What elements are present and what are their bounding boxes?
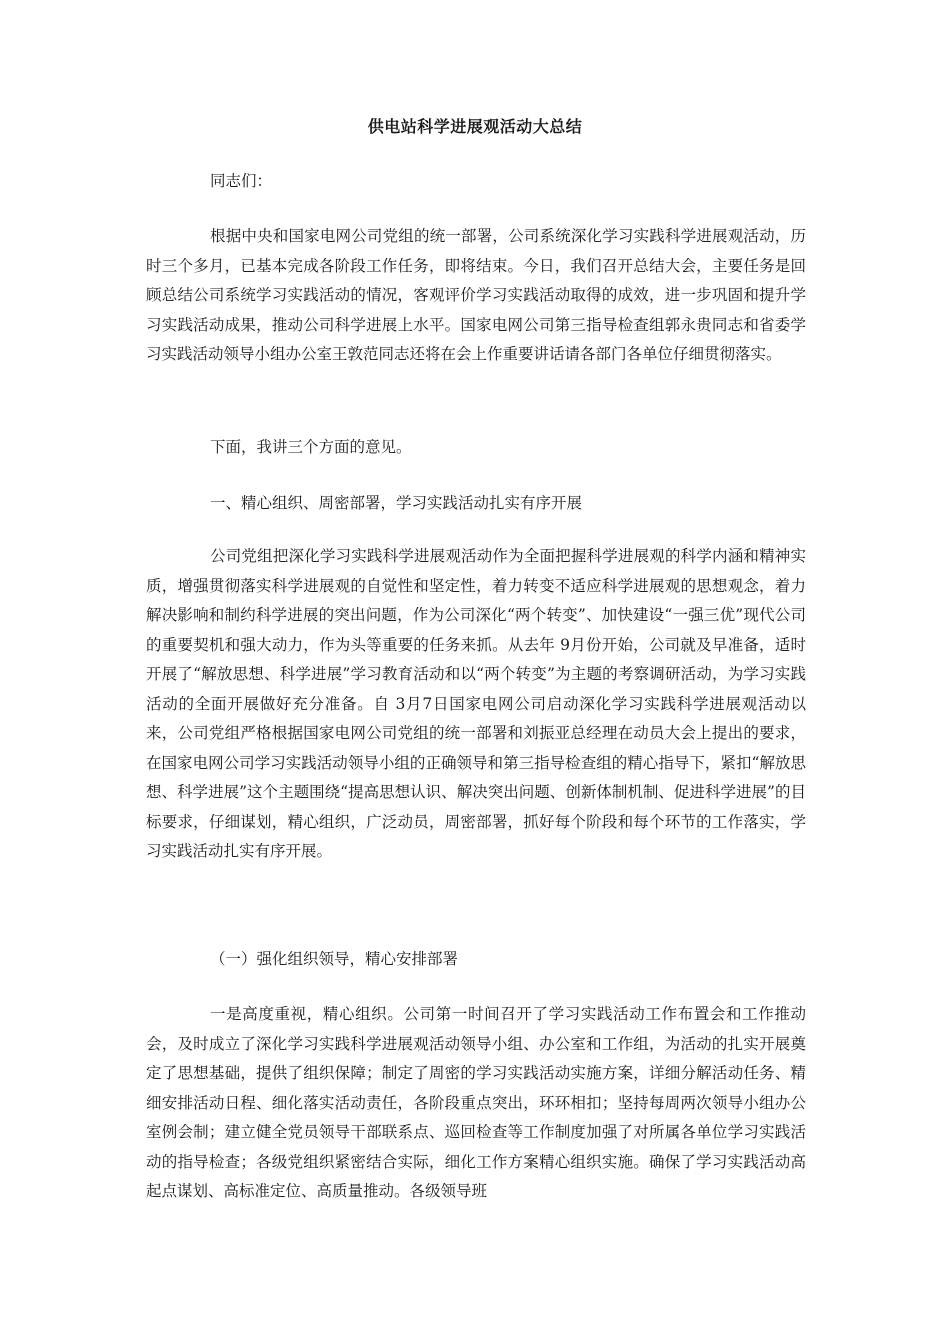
paragraph-section-1: 公司党组把深化学习实践科学进展观活动作为全面把握科学进展观的科学内涵和精神实质，增强贯彻落实科学进展观的自觉性和坚定性，着力转变不适应科学进展观的思想观念，着力解决影响和制约科学进展的突出问题，作为公司深化“两个转变”、加快建设“一强三优”现代公司的重要契机和强大动力，作为头等重要的任务来抓。从去年 9月份开始，公司就及早准备，适时开展了“解放思想、科学进展”学习教育活动和以“两个转变”为主题的考察调研活动，为学习实践活动的全面开展做好充分准备。自 3月7日国家电网公司启动深化学习实践科学进展观活动以来，公司党组严格根据国家电网公司党组的统一部署和刘振亚总经理在动员大会上提出的要求，在国家电网公司学习实践活动领导小组的正确领导和第三指导检查组的精心指导下，紧扣“解放思想、科学进展”这个主题围绕“提高思想认识、解决突出问题、创新体制机制、促进科学进展”的目标要求，仔细谋划，精心组织，广泛动员，周密部署，抓好每个阶段和每个环节的工作落实，学习实践活动扎实有序开展。 xyxy=(146,547,806,860)
paragraph-intro: 根据中央和国家电网公司党组的统一部署，公司系统深化学习实践科学进展观活动，历时三个多月，已基本完成各阶段工作任务，即将结束。今日，我们召开总结大会，主要任务是回顾总结公司系统学习实践活动的情况，客观评价学习实践活动取得的成效，进一步巩固和提升学习实践活动成果，推动公司科学进展上水平。国家电网公司第三指导检查组郭永贵同志和省委学习实践活动领导小组办公室王敦范同志还将在会上作重要讲话请各部门各单位仔细贯彻落实。 xyxy=(146,227,806,363)
subsection-heading-1: （一）强化组织领导，精心安排部署 xyxy=(210,950,459,968)
greeting: 同志们： xyxy=(210,172,273,190)
section-heading-1: 一、精心组织、周密部署，学习实践活动扎实有序开展 xyxy=(210,494,583,512)
document-title: 供电站科学进展观活动大总结 xyxy=(367,117,583,136)
paragraph-outline: 下面，我讲三个方面的意见。 xyxy=(210,438,412,456)
paragraph-subsection-1: 一是高度重视，精心组织。公司第一时间召开了学习实践活动工作布置会和工作推动会，及时成立了深化学习实践科学进展观活动领导小组、办公室和工作组，为活动的扎实开展奠定了思想基础，提供了组织保障；制定了周密的学习实践活动实施方案，详细分解活动任务、精细安排活动日程、细化落实活动责任，各阶段重点突出，环环相扣；坚持每周两次领导小组办公室例会制；建立健全党员领导干部联系点、巡回检查等工作制度加强了对所属各单位学习实践活动的指导检查；各级党组织紧密结合实际，细化工作方案精心组织实施。确保了学习实践活动高起点谋划、高标准定位、高质量推动。各级领导班 xyxy=(146,1005,806,1200)
